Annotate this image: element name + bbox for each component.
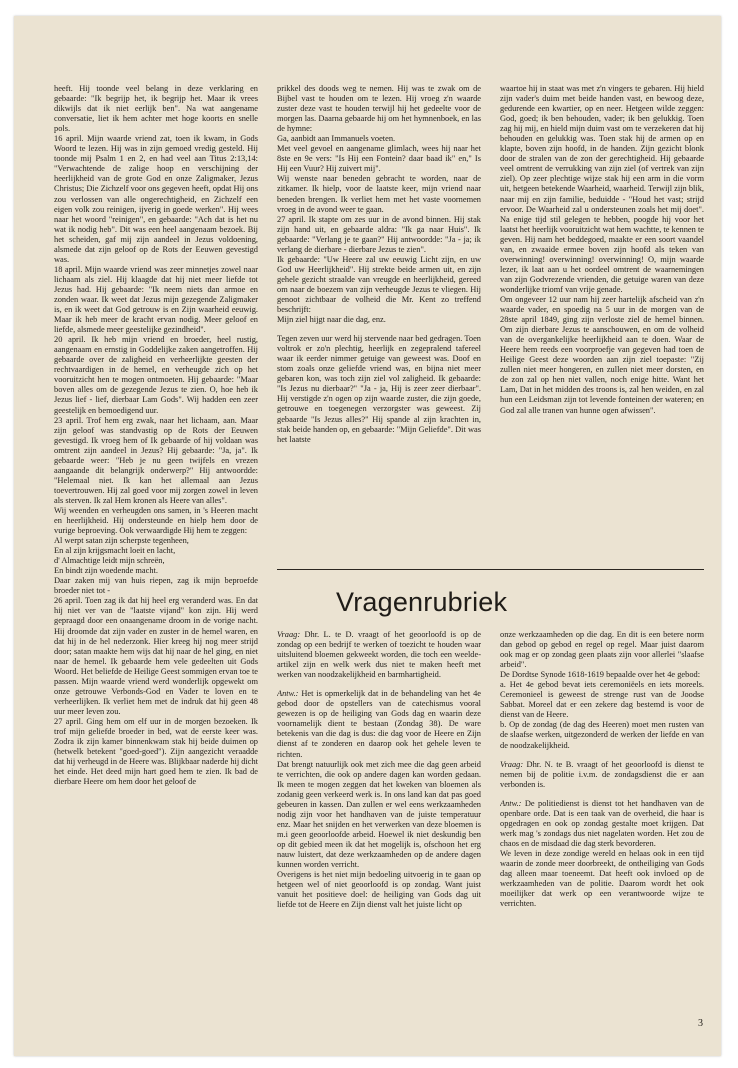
paragraph: onze werkzaamheden op die dag. En dit is een betere norm dan gebod op gebod en regel op regel. Maar juist daarom ook mag er op zondag geen plaats zijn voor allerlei "slaafse arbeid".: [500, 630, 704, 670]
paragraph: Met veel gevoel en aangename glimlach, wees hij naar het 8ste en 9e vers: "Is Hij een Fontein? daar baad ik" en," Is Hij een Vuur? Hij zuivert mij".: [277, 144, 481, 174]
paragraph: 27 april. Ik stapte om zes uur in de avond binnen. Hij stak zijn hand uit, en gebaarde aldra: "Ik ga naar Huis". Ik gebaarde: "Verlang je te gaan?" Hij antwoordde: "Ja - ja; ik verlang de dierbare - dierbare Jezus te zien".: [277, 214, 481, 254]
paragraph: 16 april. Mijn waarde vriend zat, toen ik kwam, in Gods Woord te lezen. Hij was in zijn gemoed vredig gesteld. Hij toonde mij Psalm 1 en 2, en had veel aan Titus 2:13,14: "Verwachtende de zalige hoop en verschijning der heerlijkheid van de grote God en onze Zaligmaker, Jezus Christus; Die Zichzelf voor ons gegeven heeft, opdat Hij ons zou verlossen van alle ongerechtigheid, en Zichzelf een eigen volk zou reinigen, ijverig in goede werken". Hij wees naar het woord "reinigen", en gebaarde: "Ach dat is het nu wat ik nodig heb". Dit was een heel aangenaam bezoek. Bij het scheiden, gaf mij zijn aandeel in Jezus voldoening, alsmede dat zijn geloof op de Rots der Eeuwen gevestigd was.: [54, 134, 258, 264]
paragraph: 18 april. Mijn waarde vriend was zeer minnetjes zowel naar lichaam als ziel. Hij klaagde dat hij niet meer liefde tot Jezus had. Hij gebaarde: "Ik neem niets dan armoe en zonden waar. Ik weet dat Jezus mijn gezegende Zaligmaker is, en ik weet dat God getrouw is en Zijn waarheid eeuwig. Maar ik heb meer de kracht ervan nodig. Meer geloof en liefde, alsmede meer geestelijke gezindheid".: [54, 264, 258, 335]
paragraph: Om ongeveer 12 uur nam hij zeer hartelijk afscheid van z'n waarde vader, en spoedig na 5 uur in de morgen van de 28ste april 1849, ging zijn verloste ziel de hemel binnen. Om zijn dierbare Jezus te aanschouwen, en om de volheid van de overgankelijke heerlijkheid aan te doen. Waar de Heere hem reeds een voorproefje van gegeven had toen de Heilige Geest deze woorden aan zijn ziel toepaste: "Zij zullen niet meer hongeren, en zullen niet meer dorsten, en de zon zal op hen niet vallen, noch enige hitte. Want het Lam, Dat in het midden des troons is, zal hen weiden, en zal hun een Leidsman zijn tot levende fonteinen der wateren; en God zal alle tranen van hunne ogen afwissen".: [500, 294, 704, 415]
section-divider: [277, 569, 704, 570]
verse-line: Al werpt satan zijn scherpste tegenheen,: [54, 536, 189, 546]
question: [500, 760, 704, 790]
paragraph: We leven in deze zondige wereld en helaas ook in een tijd waarin de zonde meer doorbreekt, de ontheiliging van Gods dag alleen maar toeneemt. Dat heeft ook invloed op de werkzaamheden van de politie. Daarom wordt het ook moeilijker dat werk op een verantwoorde wijze te verrichten.: [500, 848, 704, 909]
paragraph: a. Het 4e gebod bevat iets ceremoniëels en iets moreels. Ceremonieel is geweest de strenge rust van de Joodse Sabbat. Moreel dat er een zekere dag bestemd is voor de dienst van de Heere.: [500, 680, 704, 720]
answer-label: Antw.:: [277, 689, 299, 699]
paragraph: prikkel des doods weg te nemen. Hij was te zwak om de Bijbel vast te houden om te lezen. Hij vroeg z'n waarde zuster deze vast te houden terwijl hij het gedeelte voor de morgen las. Daarna gebaarde hij om het hymnenboek, en las de hymne:: [277, 84, 481, 134]
paragraph: 27 april. Ging hem om elf uur in de morgen bezoeken. Ik trof mijn geliefde broeder in bed, wat de eerste keer was. Zodra ik zijn kamer binnenkwam stak hij beide duimen op (hetwelk betekent "goed-goed"). Zijn aangezicht veraadde dat hij verheugd in de Heere was. Blijkbaar naderde hij dicht het einde. Het deed mijn hart goed hem te zien. Ik bad de dierbare Heere om hem door het geloof de: [54, 716, 258, 787]
qa-column-left: [277, 630, 481, 1030]
quote-line: Mijn ziel hijgt naar die dag, enz.: [277, 315, 386, 325]
article-column-left: [54, 84, 258, 1028]
hymn-title: Ga, aanbidt aan Immanuels voeten.: [277, 134, 396, 144]
verse-line: En al zijn krijgsmacht loeit en lacht,: [54, 546, 176, 556]
question-label: Vraag:: [277, 630, 301, 639]
paragraph: heeft. Hij toonde veel belang in deze verklaring en gebaarde: "Ik begrijp het, ik begrijp het. Maar ik vrees dikwijls dat ik niet eerlijk ben". Na wat aangename conversatie, liet ik hem achter met hoge koorts en snelle pols.: [54, 84, 258, 134]
question-text: Dhr. L. te D. vraagt of het geoorloofd is op de zondag op een bedrijf te werken of toezicht te houden waar uitsluitend bloemen gekweekt worden, die toch een weelde-artikel zijn en welk werk dus niet te maken heeft met werken van noodzakelijkheid en barmhartigheid.: [277, 630, 481, 680]
article-column-middle: [277, 84, 481, 594]
question: [277, 630, 481, 680]
answer: [500, 799, 704, 849]
paragraph: 23 april. Trof hem erg zwak, naar het lichaam, aan. Maar zijn geloof was standvastig op de Rots der Eeuwen gevestigd. Ik vroeg hem of Ik gebaarde of hij voldaan was omtrent zijn aandeel in Jezus? Hij gebaarde: "Ja, ja". Ik gebaarde weer: "Heb je nu geen twijfels en vrezen aangaande dit belangrijk onderwerp?" Hij antwoordde: "Helemaal niet. Ik kan het allemaal aan Jezus toevertrouwen. Hij zal goed voor mij zorgen zowel in leven als sterven. Ik zal Hem kronen als Heere van alles".: [54, 415, 258, 505]
paragraph: Wij wenste naar beneden gebracht te worden, naar de zitkamer. Ik hielp, voor de laatste keer, mijn vriend naar beneden brengen. Ik verliet hem met het vaste voornemen vroeg in de avond weer te gaan.: [277, 174, 481, 214]
verse-line: En bindt zijn woedende macht.: [54, 566, 158, 576]
answer-text: Het is opmerkelijk dat in de behandeling van het 4e gebod door de opstellers van de catechismus vooral gewezen is op de heiliging van Gods dag en waarin deze voornamelijk dient te bestaan (Zondag 38). De ware betekenis van die dag is dus: die dag voor de Heere en Zijn dienst af te zonderen en daarop ook het gehele leven te richten.: [277, 689, 481, 759]
question-label: Vraag:: [500, 759, 524, 769]
article-column-right: [500, 84, 704, 594]
question-text: Dhr. N. te B. vraagt of het geoorloofd is dienst te nemen bij de politie i.v.m. de zondagsdienst die er aan verbonden is.: [500, 759, 704, 789]
paragraph: 20 april. Ik heb mijn vriend en broeder, heel rustig, aangenaam en ernstig in Goddelijke zaken aangetroffen. Hij gebaarde over de zaligheid en verheerlijkte geesten der rechtvaardigen in de hemel, en verheugde zich op het vooruitzicht hen te mogen ontmoeten. Hij gebaarde: "Maar boven alles om de gezegende Jezus te zien. O, hoe heb ik Jezus lief - lief, dierbaar Lam Gods". Wij hadden een zeer geestelijk en bemoedigend uur.: [54, 335, 258, 415]
paragraph: Ik gebaarde: "Uw Heere zal uw eeuwig Licht zijn, en uw God uw Heerlijkheid". Hij strekte beide armen uit, en zijn gehele gezicht straalde van vreugde en heerlijkheid, gereed om naar de boezem van zijn verheugde Jezus te vliegen. Hij genoot zichtbaar de volheid die Mr. Kent zo treffend beschrijft:: [277, 254, 481, 315]
page-number: 3: [698, 1018, 703, 1029]
paragraph: Tegen zeven uur werd hij stervende naar bed gedragen. Toen voltrok er zo'n plechtig, heerlijk en zegepralend tafereel waar ik eerder nimmer getuige van geweest was. Doof en stom zoals onze geliefde vriend was, en bijna niet meer gebaren kon, was toch zijn ziel vol zaligheid. Ik gebaarde: "Is Jezus nu dierbaar?" "Ja - ja, Hij is zeer zeer dierbaar". Hij verstigde z'n ogen op zijn waarde zuster, die zijn goede, getrouwe en toegenegen verzorgster was geweest. Zij gebaarde "Is Jezus alles?" Hij spande al zijn krachten in, stak beide handen op, en gebaarde: "Mijn Geliefde". Dit was het laatste: [277, 334, 481, 444]
paragraph: waartoe hij in staat was met z'n vingers te gebaren. Hij hield zijn vader's duim met beide handen vast, en bewoog deze, gedurende een kwartier, op en neer. Hetgeen wilde zeggen: God, goed; ik ben behouden, vader; ik ben gelukkig. Toen zag hij mij, en hield mijn duim vast om te verzekeren dat hij behouden en gelukkig was. Toen stak hij de armen op en klapte, boven zijn hoofd, in de handen. Zijn gezicht blonk door de stralen van de zon der gerechtigheid. Hij gebaarde veel omtrent de verrukking van zijn ziel (of vertrek van zijn ziel). Op zeer plechtige wijze stak hij een arm in die vorm uit, hetgeen betekende Waarheid, waarheid. Terwijl zijn blik, naar mij en zijn familie, beduidde - "Houd het vast; strijd ervoor. De Waarheid zal u ondersteunen zoals het mij doet". Na enige tijd stil gelegen te hebben, poogde hij voor het laatst het heerlijk vooruitzicht wat hem wachtte, te kennen te geven. Hij nam het beddegoed, maakte er een soort vaandel van, en zwaaide ermee boven zijn hoofd als teken van overwinning! overwinning! overwinning! O, mijn waarde lezer, ik laat aan u het oordeel omtrent de waarnemingen van zijn Godvrezende vrienden, die getuige waren van deze wonderlijke triomf van vrije genade.: [500, 84, 704, 294]
paragraph: De Dordtse Synode 1618-1619 bepaalde over het 4e gebod:: [500, 670, 701, 680]
qa-column-right: [500, 630, 704, 1030]
answer-label: Antw.:: [500, 798, 522, 808]
answer: [277, 689, 481, 759]
paragraph: Wij weenden en verheugden ons samen, in 's Heeren macht en heerlijkheid. Hij ondersteunde en hielp hem door de vurige beproeving. Ook verwaardigde Hij hem te zeggen:: [54, 505, 258, 536]
section-heading: Vragenrubriek: [336, 587, 508, 617]
magazine-page: [14, 16, 721, 1056]
answer-text: De politiedienst is dienst tot het handhaven van de openbare orde. Dat is een taak van de overheid, die haar is opgedragen en ook op zondag gestalte moet krijgen. Dat werk mag 's zondags dus niet nagelaten worden. Het zou de chaos en de misdaad die dag sterk bevorderen.: [500, 798, 704, 848]
paragraph: Daar zaken mij van huis riepen, zag ik mijn beproefde broeder niet tot -: [54, 576, 258, 596]
paragraph: Overigens is het niet mijn bedoeling uitvoerig in te gaan op hetgeen wel of niet geoorloofd is op zondag. Want juist vanuit het positieve doel: de heiliging van Gods dag uit liefde tot de Heere en Zijn dienst valt het juiste licht op: [277, 870, 481, 910]
paragraph: Dat brengt natuurlijk ook met zich mee die dag geen arbeid te verrichten, die ook op andere dagen kan worden gedaan. Ik meen te mogen zeggen dat het kweken van bloemen als zodanig geen verkeerd werk is. In ons land kan dat pas goed gebeuren in kassen. Dan zullen er wel eens werkzaamheden nodig zijn voor het handhaven van de juiste temperatuur enz. Maar het snijden en het verwerken van deze bloemen is m.i geen geoorloofde arbeid. Hoewel ik niet deskundig ben op dit gebied meen ik dat het mogelijk is, ofschoon het erg nauw luistert, dat deze werkzaamheden op de andere dagen kunnen worden verricht.: [277, 759, 481, 870]
verse-line: d' Almachtige leidt mijn schreën,: [54, 556, 165, 566]
paragraph: 26 april. Toen zag ik dat hij heel erg veranderd was. En dat hij niet ver van de "laatste vijand" kon zijn. Hij werd gepraagd door een onaangename droom in de vorige nacht. Hij droomde dat zijn vader en zuster in de hemel waren, en dat hij in de hel nederzonk. Hier kreeg hij nog meer strijd door; satan maakte hem wijs dat hij naar de hel ging, en niet naar de hemel. Ik gebaarde hem vele gedeelten uit Gods Woord. Het beliefde de Heilige Geest sommigen ervan toe te passen. Mijn waarde vriend werd wonderlijk opgewekt om onze getrouwe Verbonds-God en Vader te loven en te verheerlijken. Ik verliet hem met de indruk dat hij geen 48 uur meer leven zou.: [54, 596, 258, 716]
paragraph: b. Op de zondag (de dag des Heeren) moet men rusten van de slaafse werken, uitgezonderd de werken der liefde en van de noodzakelijkheid.: [500, 720, 704, 750]
